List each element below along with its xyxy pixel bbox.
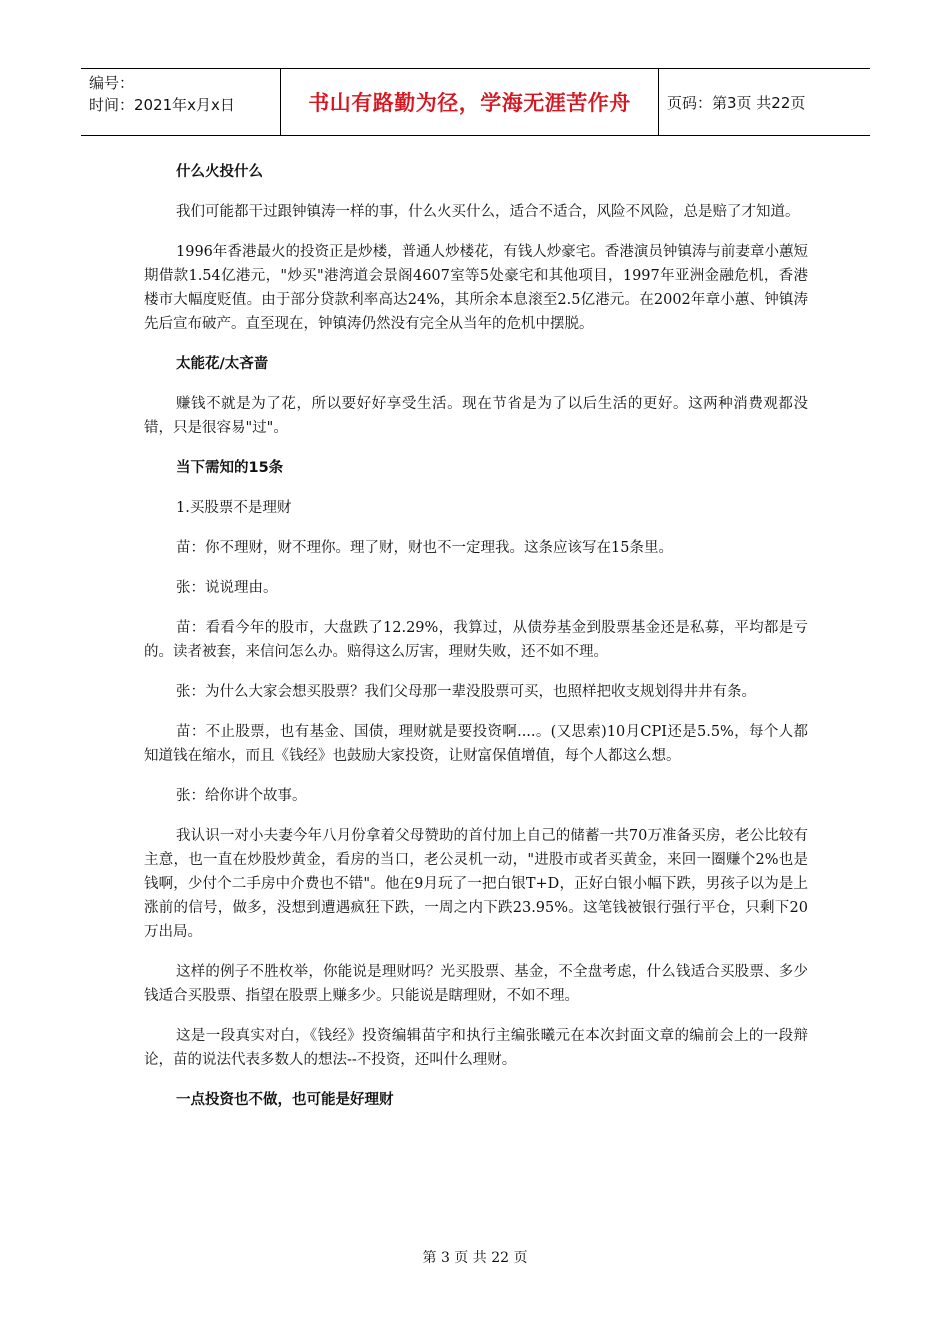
- section-heading: 什么火投什么: [176, 164, 263, 180]
- paragraph: 1996年香港最火的投资正是炒楼，普通人炒楼花，有钱人炒豪宅。香港演员钟镇涛与前妻章小蕙短期借款1.54亿港元，"炒买"港湾道会景阁4607室等5处豪宅和其他项目，1997年亚洲金融危机，香港楼市大幅度贬值。由于部分贷款利率高达24%，其所余本息滚至2.5亿港元。在2002年章小蕙、钟镇涛先后宣布破产。直至现在，钟镇涛仍然没有完全从当年的危机中摆脱。: [144, 244, 808, 332]
- section-heading: 太能花/太吝啬: [176, 356, 269, 372]
- document-body: [144, 150, 808, 1128]
- header-page-cell: [659, 69, 870, 135]
- paragraph: 苗：不止股票，也有基金、国债，理财就是要投资啊....。(又思索)10月CPI还是5.5%，每个人都知道钱在缩水，而且《钱经》也鼓励大家投资，让财富保值增值，每个人都这么想。: [144, 724, 808, 764]
- paragraph: 苗：看看今年的股市，大盘跌了12.29%，我算过，从债券基金到股票基金还是私募，平均都是亏的。读者被套，来信问怎么办。赔得这么厉害，理财失败，还不如不理。: [144, 620, 808, 660]
- number-label: 编号：: [89, 74, 135, 92]
- paragraph: 张：为什么大家会想买股票？我们父母那一辈没股票可买，也照样把收支规划得井井有条。: [176, 684, 756, 700]
- paragraph: 这样的例子不胜枚举，你能说是理财吗？光买股票、基金，不全盘考虑，什么钱适合买股票、多少钱适合买股票、指望在股票上赚多少。只能说是瞎理财，不如不理。: [144, 964, 808, 1004]
- paragraph: 张：说说理由。: [176, 580, 278, 596]
- time-label: 时间：2021年x月x日: [89, 96, 235, 114]
- paragraph: 我认识一对小夫妻今年八月份拿着父母赞助的首付加上自己的储蓄一共70万准备买房，老公比较有主意，也一直在炒股炒黄金，看房的当口，老公灵机一动，"进股市或者买黄金，来回一圈赚个2%也是钱啊，少付个二手房中介费也不错"。他在9月玩了一把白银T+D，正好白银小幅下跌，男孩子以为是上涨前的信号，做多，没想到遭遇疯狂下跌，一周之内下跌23.95%。这笔钱被银行强行平仓，只剩下20万出局。: [144, 828, 808, 940]
- page-info: 页码：第3页 共22页: [667, 93, 806, 112]
- motto-text: 书山有路勤为径，学海无涯苦作舟: [308, 91, 631, 115]
- paragraph: 这是一段真实对白，《钱经》投资编辑苗宇和执行主编张曦元在本次封面文章的编前会上的一段辩论，苗的说法代表多数人的想法--不投资，还叫什么理财。: [144, 1028, 808, 1068]
- page-footer: 第 3 页 共 22 页: [422, 1250, 528, 1266]
- paragraph: 1.买股票不是理财: [176, 500, 292, 516]
- paragraph: 苗：你不理财，财不理你。理了财，财也不一定理我。这条应该写在15条里。: [176, 540, 673, 556]
- paragraph: 张：给你讲个故事。: [176, 788, 307, 804]
- paragraph: 赚钱不就是为了花，所以要好好享受生活。现在节省是为了以后生活的更好。这两种消费观都没错，只是很容易"过"。: [144, 396, 808, 436]
- section-heading: 当下需知的15条: [176, 460, 284, 476]
- paragraph: 我们可能都干过跟钟镇涛一样的事，什么火买什么，适合不适合，风险不风险，总是赔了才知道。: [176, 204, 800, 220]
- section-heading: 一点投资也不做，也可能是好理财: [176, 1092, 394, 1108]
- header-meta-cell: [81, 69, 281, 135]
- document-header: [81, 68, 870, 136]
- header-motto-cell: [281, 69, 659, 135]
